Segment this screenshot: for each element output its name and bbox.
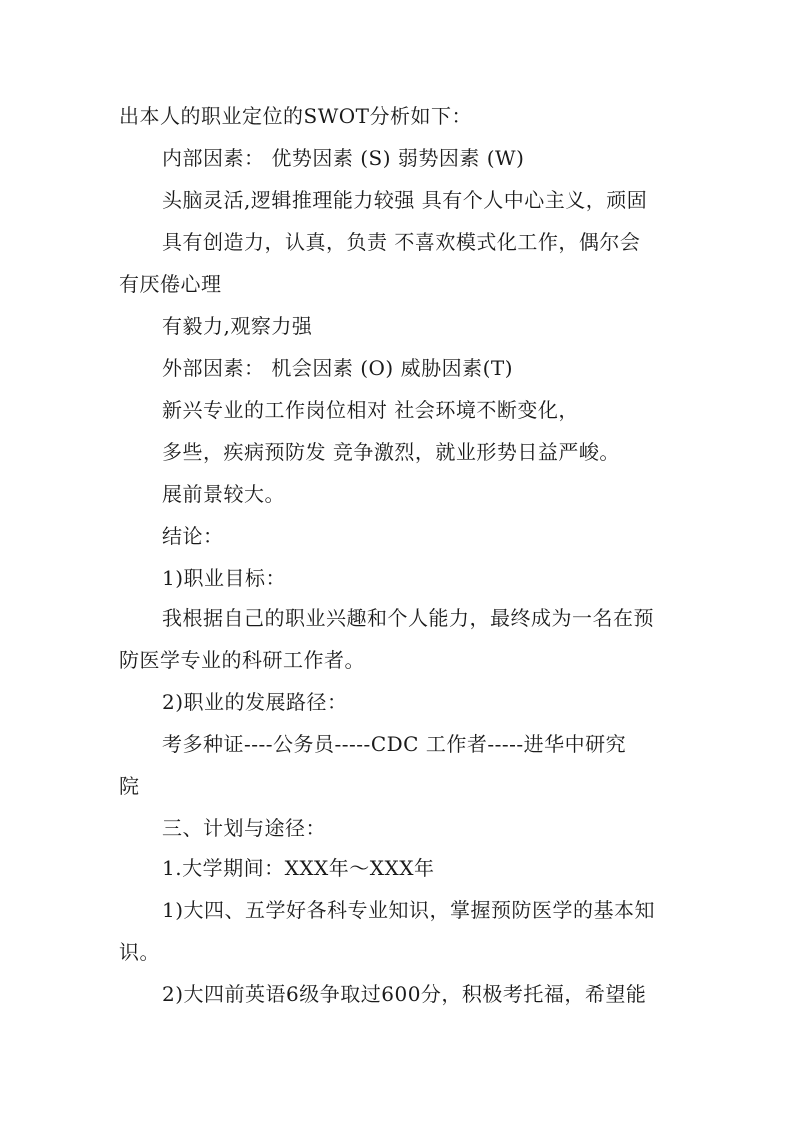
text-line: 新兴专业的工作岗位相对 社会环境不断变化， <box>162 398 579 422</box>
text-line: 识。 <box>119 940 160 964</box>
text-line: 2)大四前英语6级争取过600分，积极考托福，希望能 <box>162 982 647 1006</box>
text-line: 防医学专业的科研工作者。 <box>119 648 365 672</box>
text-line: 具有创造力，认真，负责 不喜欢模式化工作，偶尔会 <box>162 230 641 254</box>
text-line: 出本人的职业定位的SWOT分析如下： <box>119 104 472 128</box>
text-line: 有毅力,观察力强 <box>162 314 313 338</box>
section-heading: 三、计划与途径： <box>162 816 326 840</box>
text-line: 院 <box>119 774 140 798</box>
text-line: 内部因素： 优势因素 (S) 弱势因素 (W) <box>162 146 525 170</box>
section-heading: 1.大学期间：XXX年～XXX年 <box>162 856 435 880</box>
section-heading: 结论： <box>162 524 224 548</box>
text-line: 外部因素： 机会因素 (O) 威胁因素(T) <box>162 356 514 380</box>
section-heading: 1)职业目标： <box>162 566 287 590</box>
text-line: 1)大四、五学好各科专业知识，掌握预防医学的基本知 <box>162 898 656 922</box>
text-line: 展前景较大。 <box>162 482 285 506</box>
text-line: 有厌倦心理 <box>119 272 222 296</box>
section-heading: 2)职业的发展路径： <box>162 690 348 714</box>
text-line: 多些，疾病预防发 竞争激烈，就业形势日益严峻。 <box>162 440 620 464</box>
text-line: 考多种证----公务员-----CDC 工作者-----进华中研究 <box>162 732 627 756</box>
text-line: 我根据自己的职业兴趣和个人能力，最终成为一名在预 <box>162 606 654 630</box>
text-line: 头脑灵活,逻辑推理能力较强 具有个人中心主义，顽固 <box>162 188 648 212</box>
